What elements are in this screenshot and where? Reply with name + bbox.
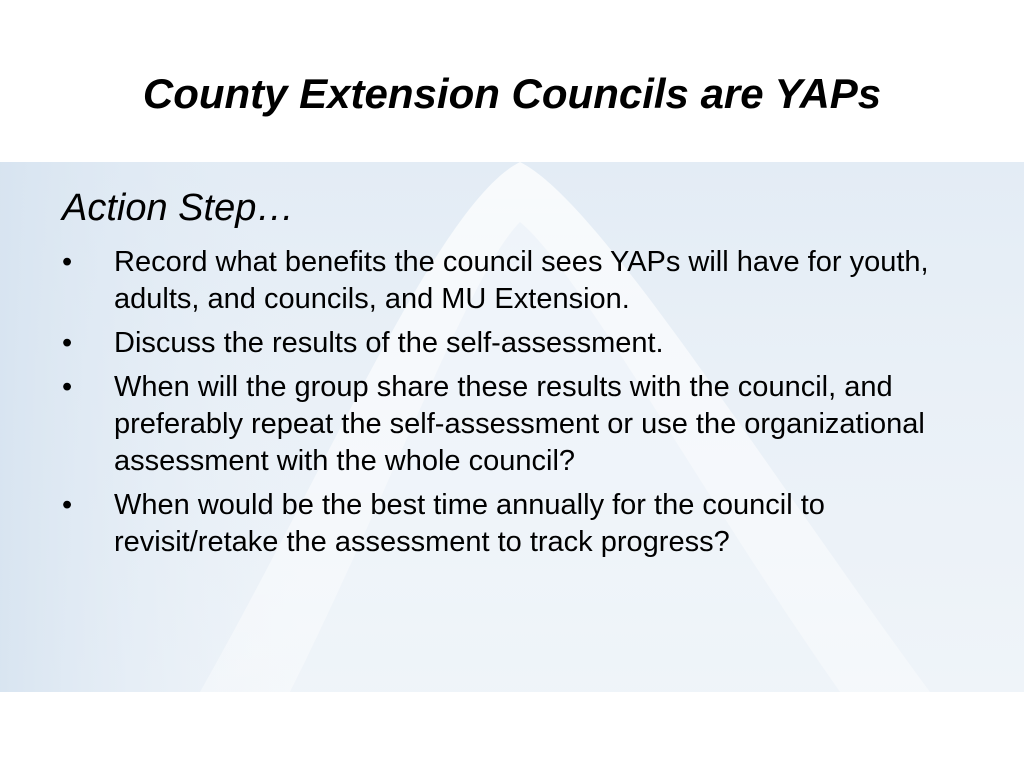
bullet-item [62, 325, 992, 362]
bullet-icon: • [62, 246, 73, 278]
bullet-item [62, 369, 992, 480]
bullet-item [62, 244, 992, 318]
action-step-heading: Action Step… [62, 187, 295, 229]
bullet-icon: • [62, 489, 73, 521]
slide-content [62, 182, 992, 568]
bullet-text: When would be the best time annually for the council to revisit/retake the assessment to track progress? [114, 489, 825, 558]
bullet-icon: • [62, 371, 73, 403]
bullet-text: Record what benefits the council sees YAPs will have for youth, adults, and councils, and MU Extension. [114, 246, 929, 315]
slide-title: County Extension Councils are YAPs [142, 70, 882, 117]
bullet-text: Discuss the results of the self-assessment. [114, 327, 664, 359]
bullet-item [62, 487, 992, 561]
bullet-icon: • [62, 327, 73, 359]
bullet-text: When will the group share these results with the council, and preferably repeat the self-assessment or use the organizational assessment with the whole council? [114, 371, 925, 477]
bullet-list [62, 244, 992, 561]
